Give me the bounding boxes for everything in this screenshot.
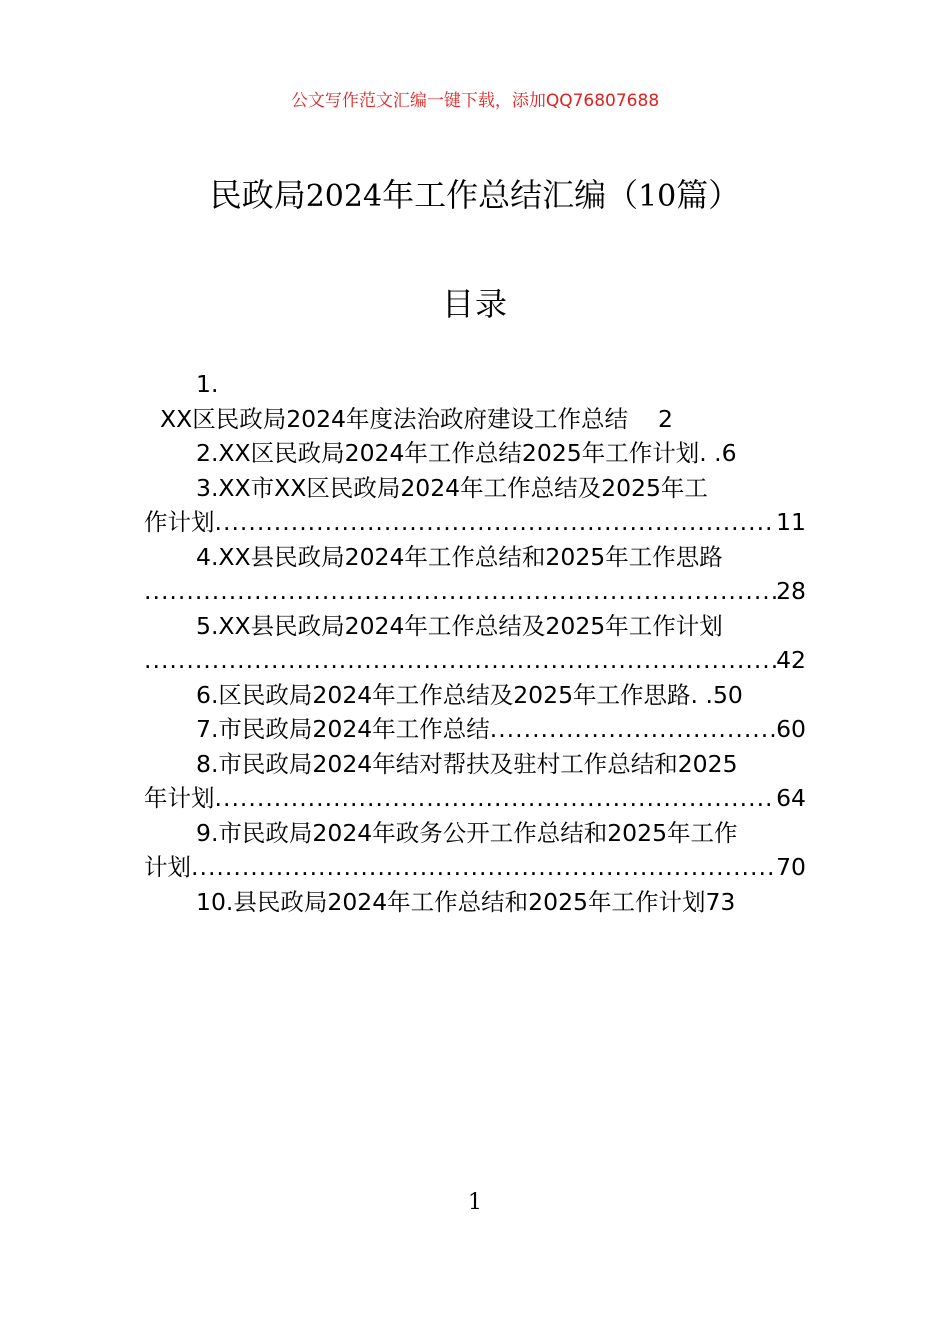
toc-item-8-page: 64 [776, 784, 806, 812]
toc-item-9-line2[interactable] [144, 850, 806, 885]
dot-leader [215, 505, 777, 540]
toc-item-4-page: 28 [776, 577, 806, 605]
title-count: 10 [638, 179, 677, 214]
toc-item-4-line2[interactable] [144, 574, 806, 609]
toc-item-8-line2[interactable] [144, 781, 806, 816]
toc-item-4-line1[interactable]: 4.XX县民政局2024年工作总结和2025年工作思路 [196, 542, 723, 571]
toc-item-9-line1[interactable]: 9.市民政局2024年政务公开工作总结和2025年工作 [196, 818, 738, 847]
toc-item-3-line2[interactable] [144, 505, 806, 540]
title-suffix: 篇） [676, 176, 741, 214]
toc-item-5-line1[interactable]: 5.XX县民政局2024年工作总结及2025年工作计划 [196, 611, 723, 640]
toc-item-6[interactable]: 6.区民政局2024年工作总结及2025年工作思路. .50 [196, 680, 743, 709]
document-title [0, 170, 950, 216]
toc-item-10[interactable]: 10.县民政局2024年工作总结和2025年工作计划73 [196, 887, 736, 916]
toc-item-3-line1[interactable]: 3.XX市XX区民政局2024年工作总结及2025年工 [196, 473, 708, 502]
toc-item-2[interactable]: 2.XX区民政局2024年工作总结2025年工作计划. .6 [196, 439, 737, 467]
download-banner: 公文写作范文汇编一键下载，添加QQ76807688 [290, 91, 660, 111]
dot-leader [144, 643, 776, 678]
toc-item-1[interactable] [144, 402, 806, 437]
toc-item-7-text: 7.市民政局2024年工作总结 [196, 715, 490, 743]
toc-item-9-page: 70 [776, 853, 806, 881]
title-year: 2024 [305, 179, 383, 214]
toc-item-5-line2[interactable] [144, 643, 806, 678]
toc-heading: 目录 [441, 285, 508, 323]
dot-leader [144, 574, 776, 609]
table-of-contents [144, 367, 806, 919]
toc-item-3-page: 11 [776, 508, 806, 536]
title-middle: 年工作总结汇编（ [382, 176, 639, 214]
toc-item-9-text: 计划 [144, 853, 191, 881]
dot-leader [191, 850, 776, 885]
dot-leader [215, 781, 777, 816]
toc-item-3-text: 作计划 [144, 508, 215, 536]
toc-item-8-line1[interactable]: 8.市民政局2024年结对帮扶及驻村工作总结和2025 [196, 749, 738, 778]
toc-item-8-text: 年计划 [144, 784, 215, 812]
page-number: 1 [468, 1190, 482, 1215]
toc-item-1-page: 2 [658, 404, 673, 433]
toc-item-1-text: XX区民政局2024年度法治政府建设工作总结 [160, 404, 629, 433]
toc-item-5-page: 42 [776, 646, 806, 674]
dot-leader [490, 712, 776, 747]
toc-item-1-number: 1. [196, 370, 219, 398]
title-prefix: 民政局 [209, 176, 306, 214]
toc-item-7-page: 60 [776, 715, 806, 743]
toc-item-7[interactable] [144, 712, 806, 747]
